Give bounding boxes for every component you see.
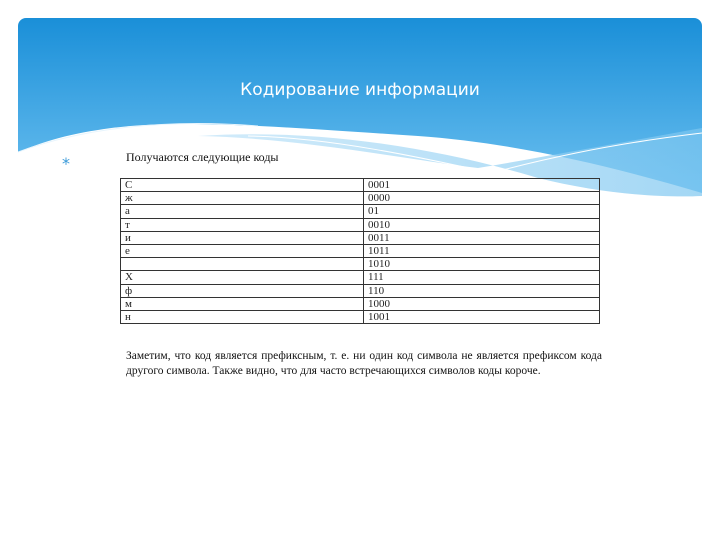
code-cell: 0010 — [364, 218, 600, 231]
code-cell: 0000 — [364, 192, 600, 205]
table-row — [121, 310, 600, 323]
symbol-cell: м — [121, 297, 364, 310]
bullet-icon: * — [62, 154, 70, 173]
table-row — [121, 271, 600, 284]
table-row — [121, 297, 600, 310]
symbol-cell: е — [121, 244, 364, 257]
table-row — [121, 244, 600, 257]
symbol-cell — [121, 258, 364, 271]
table-row — [121, 192, 600, 205]
symbol-cell: н — [121, 310, 364, 323]
slide-title: Кодирование информации — [240, 80, 480, 100]
intro-text: Получаются следующие коды — [126, 150, 279, 164]
table-row — [121, 179, 600, 192]
code-cell: 1000 — [364, 297, 600, 310]
code-cell: 110 — [364, 284, 600, 297]
symbol-cell: ф — [121, 284, 364, 297]
code-cell: 1010 — [364, 258, 600, 271]
table-row — [121, 258, 600, 271]
code-cell: 111 — [364, 271, 600, 284]
code-cell: 1011 — [364, 244, 600, 257]
code-cell: 1001 — [364, 310, 600, 323]
table-row — [121, 205, 600, 218]
codes-table — [120, 178, 600, 324]
table-row — [121, 218, 600, 231]
table-row — [121, 231, 600, 244]
symbol-cell: ж — [121, 192, 364, 205]
symbol-cell: т — [121, 218, 364, 231]
code-cell: 0001 — [364, 179, 600, 192]
code-cell: 0011 — [364, 231, 600, 244]
symbol-cell: С — [121, 179, 364, 192]
symbol-cell: а — [121, 205, 364, 218]
symbol-cell: Х — [121, 271, 364, 284]
code-cell: 01 — [364, 205, 600, 218]
note-text: Заметим, что код является префиксным, т. е. ни один код символа не является префиксом кода другого символа. Также видно, что для часто встречающихся символов коды короче. — [126, 350, 602, 377]
table-row — [121, 284, 600, 297]
symbol-cell: и — [121, 231, 364, 244]
